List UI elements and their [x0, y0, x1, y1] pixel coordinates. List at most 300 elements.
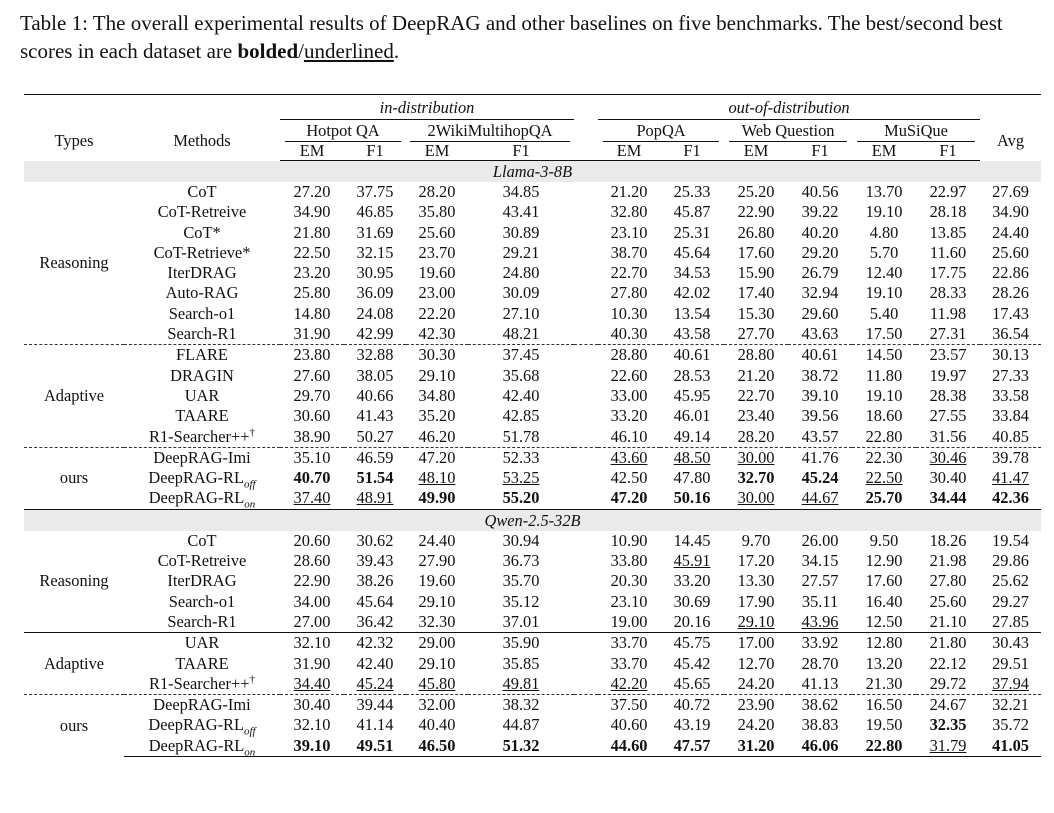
score-cell: 55.20 — [502, 488, 540, 508]
score-cell: 24.40 — [418, 530, 456, 550]
score-cell: 42.02 — [673, 283, 711, 303]
score-cell: 47.20 — [610, 488, 648, 508]
score-cell: 51.32 — [468, 736, 574, 757]
score-cell: 16.40 — [865, 591, 903, 611]
f1-header: F1 — [788, 142, 852, 161]
spacer-cell — [574, 736, 598, 757]
score-cell: 28.18 — [929, 202, 967, 222]
method-cell: DeepRAG-$RL_{off}$ — [148, 715, 256, 738]
spacer-cell — [574, 592, 598, 612]
score-cell: 28.20 — [737, 426, 775, 446]
score-cell: 44.60 — [598, 736, 660, 757]
score-cell: 28.80 — [724, 345, 788, 366]
caption-slash: / — [298, 39, 305, 63]
score-cell: 27.33 — [992, 365, 1029, 385]
score-cell: 53.25 — [502, 468, 540, 488]
score-cell: 28.26 — [992, 283, 1029, 303]
score-cell: 23.80 — [280, 345, 344, 366]
method-cell: CoT* — [183, 222, 221, 242]
em-header: EM — [280, 142, 344, 161]
score-cell: 42.30 — [418, 324, 456, 344]
em-header: EM — [724, 142, 788, 161]
table-row — [24, 386, 1041, 406]
score-cell: 30.43 — [980, 633, 1041, 654]
score-cell: 27.00 — [293, 611, 331, 631]
score-cell: 28.80 — [598, 345, 660, 366]
score-cell: 30.00 — [724, 447, 788, 468]
score-cell: 32.00 — [406, 695, 468, 716]
score-cell: 46.06 — [788, 736, 852, 757]
score-cell: 45.65 — [673, 673, 711, 693]
table-row — [24, 715, 1041, 735]
spacer-cell — [574, 182, 598, 202]
score-cell: 17.00 — [724, 633, 788, 654]
score-cell: 42.40 — [356, 653, 394, 673]
score-cell: 25.70 — [865, 488, 903, 508]
method-cell: DeepRAG-Imi — [124, 447, 280, 468]
score-cell: 30.40 — [929, 468, 967, 488]
score-cell: 25.62 — [992, 571, 1029, 591]
model-name: Llama-3-8B — [24, 161, 1041, 183]
caption-text: Table 1: The overall experimental results of DeepRAG and other baselines on five benchmarks. The best/second best scores in each dataset are — [20, 11, 1003, 63]
score-cell: 39.78 — [980, 447, 1041, 468]
score-cell: 34.00 — [293, 591, 331, 611]
score-cell: 22.50 — [865, 468, 903, 488]
score-cell: 39.56 — [801, 406, 839, 426]
spacer-cell — [574, 571, 598, 591]
score-cell: 37.45 — [468, 345, 574, 366]
dataset-header-2wiki: 2WikiMultihopQA — [406, 121, 574, 142]
score-cell: 41.47 — [992, 468, 1029, 488]
score-cell: 35.70 — [502, 571, 540, 591]
score-cell: 42.20 — [610, 673, 648, 693]
score-cell: 30.62 — [356, 530, 394, 550]
score-cell: 40.72 — [660, 695, 724, 716]
score-cell: 34.53 — [673, 263, 711, 283]
score-cell: 37.40 — [293, 488, 331, 508]
method-cell: UAR — [184, 385, 220, 405]
score-cell: 9.70 — [741, 530, 771, 550]
table-body — [24, 161, 1041, 757]
method-cell: DRAGIN — [170, 365, 234, 385]
score-cell: 32.94 — [801, 283, 839, 303]
dataset-header-webquestion: Web Question — [724, 121, 852, 142]
score-cell: 43.58 — [673, 324, 711, 344]
score-cell: 38.90 — [293, 426, 331, 446]
type-cell: Adaptive — [24, 345, 124, 447]
score-cell: 32.35 — [929, 715, 967, 735]
score-cell: 30.95 — [356, 263, 394, 283]
score-cell: 29.70 — [293, 385, 331, 405]
score-cell: 19.54 — [992, 530, 1029, 550]
score-cell: 22.70 — [737, 385, 775, 405]
score-cell: 10.90 — [610, 530, 648, 550]
caption-period: . — [393, 39, 400, 63]
score-cell: 34.90 — [293, 202, 331, 222]
method-cell: Search-o1 — [168, 591, 236, 611]
score-cell: 38.32 — [468, 695, 574, 716]
score-cell: 32.10 — [280, 633, 344, 654]
score-cell: 38.72 — [801, 365, 839, 385]
score-cell: 13.70 — [865, 182, 903, 201]
spacer-cell — [574, 488, 598, 509]
score-cell: 30.94 — [502, 530, 540, 550]
score-cell: 15.30 — [737, 303, 775, 323]
score-cell: 49.81 — [502, 673, 540, 693]
score-cell: 11.80 — [865, 365, 903, 385]
score-cell: 27.85 — [992, 611, 1029, 631]
score-cell: 43.57 — [801, 426, 839, 446]
score-cell: 38.70 — [610, 242, 648, 262]
score-cell: 39.10 — [801, 385, 839, 405]
method-cell: Auto-RAG — [165, 283, 239, 303]
type-cell: Reasoning — [39, 571, 109, 591]
type-cell: Adaptive — [24, 633, 124, 695]
score-cell: 26.79 — [801, 263, 839, 283]
score-cell: 47.80 — [673, 468, 711, 488]
spacer-cell — [574, 695, 598, 716]
method-cell: R1-Searcher++† — [149, 673, 255, 693]
score-cell: 11.98 — [929, 303, 967, 323]
score-cell: 45.24 — [801, 468, 839, 488]
method-cell: IterDRAG — [167, 571, 237, 591]
score-cell: 34.44 — [929, 488, 967, 508]
score-cell: 48.10 — [418, 468, 456, 488]
score-cell: 27.70 — [737, 324, 775, 344]
score-cell: 35.90 — [468, 633, 574, 654]
score-cell: 29.10 — [418, 365, 456, 385]
score-cell: 22.12 — [929, 653, 967, 673]
score-cell: 33.20 — [673, 571, 711, 591]
score-cell: 27.31 — [929, 324, 967, 344]
spacer-cell — [574, 715, 598, 735]
score-cell: 43.96 — [801, 611, 839, 631]
score-cell: 19.10 — [865, 283, 903, 303]
score-cell: 26.80 — [737, 222, 775, 242]
score-cell: 35.20 — [418, 406, 456, 426]
score-cell: 40.30 — [610, 324, 648, 344]
score-cell: 17.50 — [865, 324, 903, 344]
score-cell: 48.50 — [660, 447, 724, 468]
score-cell: 39.43 — [356, 551, 394, 571]
score-cell: 29.10 — [737, 611, 775, 631]
score-cell: 22.20 — [418, 303, 456, 323]
score-cell: 32.15 — [356, 242, 394, 262]
score-cell: 47.20 — [406, 447, 468, 468]
score-cell: 21.80 — [293, 222, 331, 242]
score-cell: 44.87 — [502, 715, 540, 735]
score-cell: 21.80 — [916, 633, 980, 654]
score-cell: 27.60 — [293, 365, 331, 385]
score-cell: 27.57 — [801, 571, 839, 591]
score-cell: 46.10 — [610, 426, 648, 446]
spacer-cell — [574, 468, 598, 488]
score-cell: 29.20 — [801, 242, 839, 262]
score-cell: 33.80 — [610, 551, 648, 571]
score-cell: 22.70 — [610, 263, 648, 283]
score-cell: 18.26 — [929, 530, 967, 550]
spacer-cell — [574, 243, 598, 263]
score-cell: 23.70 — [418, 242, 456, 262]
table-row — [24, 468, 1041, 488]
score-cell: 19.10 — [865, 385, 903, 405]
score-cell: 22.90 — [293, 571, 331, 591]
score-cell: 27.90 — [418, 551, 456, 571]
spacer-cell — [574, 654, 598, 674]
type-cell: Reasoning — [39, 253, 109, 273]
score-cell: 32.88 — [344, 345, 406, 366]
score-cell: 40.61 — [660, 345, 724, 366]
score-cell: 27.20 — [293, 182, 331, 201]
score-cell: 46.01 — [673, 406, 711, 426]
score-cell: 22.97 — [929, 182, 967, 201]
score-cell: 35.68 — [502, 365, 540, 385]
score-cell: 34.15 — [801, 551, 839, 571]
score-cell: 30.89 — [502, 222, 540, 242]
score-cell: 22.30 — [852, 447, 916, 468]
score-cell: 17.43 — [992, 303, 1029, 323]
score-cell: 39.10 — [280, 736, 344, 757]
score-cell: 33.70 — [610, 653, 648, 673]
score-cell: 46.50 — [406, 736, 468, 757]
method-cell: CoT-Retrieve* — [153, 242, 251, 262]
score-cell: 23.10 — [610, 591, 648, 611]
score-cell: 27.55 — [929, 406, 967, 426]
score-cell: 36.73 — [502, 551, 540, 571]
score-cell: 29.72 — [929, 673, 967, 693]
table-row — [24, 674, 1041, 695]
score-cell: 18.60 — [865, 406, 903, 426]
score-cell: 31.20 — [724, 736, 788, 757]
score-cell: 17.90 — [737, 591, 775, 611]
table-row — [24, 263, 1041, 283]
score-cell: 19.10 — [865, 202, 903, 222]
score-cell: 45.24 — [356, 673, 394, 693]
score-cell: 27.80 — [929, 571, 967, 591]
score-cell: 43.41 — [502, 202, 540, 222]
score-cell: 23.20 — [293, 263, 331, 283]
score-cell: 40.66 — [356, 385, 394, 405]
score-cell: 45.64 — [673, 242, 711, 262]
method-cell: CoT — [187, 182, 217, 201]
score-cell: 22.80 — [852, 736, 916, 757]
score-cell: 12.70 — [737, 653, 775, 673]
table-row — [24, 406, 1041, 426]
score-cell: 37.94 — [992, 673, 1029, 693]
f1-header: F1 — [468, 142, 574, 161]
score-cell: 29.60 — [801, 303, 839, 323]
score-cell: 45.95 — [673, 385, 711, 405]
table-row — [24, 488, 1041, 509]
caption-bold-word: bolded — [237, 39, 299, 63]
table-row — [24, 571, 1041, 591]
table-row — [24, 447, 1041, 468]
score-cell: 42.99 — [356, 324, 394, 344]
method-cell: IterDRAG — [167, 263, 237, 283]
spacer-cell — [574, 366, 598, 386]
score-cell: 31.90 — [293, 653, 331, 673]
table-row — [24, 736, 1041, 757]
score-cell: 31.79 — [916, 736, 980, 757]
score-cell: 37.75 — [356, 182, 394, 201]
score-cell: 34.90 — [992, 202, 1029, 222]
score-cell: 4.80 — [869, 222, 899, 242]
method-cell: UAR — [124, 633, 280, 654]
score-cell: 23.40 — [737, 406, 775, 426]
score-cell: 38.05 — [356, 365, 394, 385]
score-cell: 32.70 — [737, 468, 775, 488]
score-cell: 11.60 — [929, 242, 967, 262]
score-cell: 21.20 — [737, 365, 775, 385]
em-header: EM — [598, 142, 660, 161]
score-cell: 30.30 — [406, 345, 468, 366]
table-row — [24, 324, 1041, 345]
table-row — [24, 427, 1041, 448]
score-cell: 5.40 — [869, 303, 899, 323]
method-cell: DeepRAG-$RL_{on}$ — [148, 488, 256, 511]
score-cell: 33.20 — [610, 406, 648, 426]
score-cell: 35.72 — [992, 715, 1029, 735]
table-row — [24, 551, 1041, 571]
score-cell: 15.90 — [737, 263, 775, 283]
spacer-cell — [574, 304, 598, 324]
f1-header: F1 — [344, 142, 406, 161]
score-cell: 22.60 — [610, 365, 648, 385]
score-cell: 32.10 — [293, 715, 331, 735]
score-cell: 17.20 — [737, 551, 775, 571]
score-cell: 30.09 — [502, 283, 540, 303]
score-cell: 47.57 — [660, 736, 724, 757]
score-cell: 35.11 — [801, 591, 839, 611]
score-cell: 14.45 — [673, 530, 711, 550]
score-cell: 33.84 — [992, 406, 1029, 426]
score-cell: 45.64 — [356, 591, 394, 611]
table-row — [24, 592, 1041, 612]
score-cell: 14.80 — [293, 303, 331, 323]
score-cell: 41.14 — [356, 715, 394, 735]
score-cell: 41.13 — [801, 673, 839, 693]
score-cell: 20.60 — [293, 530, 331, 550]
score-cell: 39.22 — [801, 202, 839, 222]
score-cell: 33.70 — [598, 633, 660, 654]
score-cell: 12.50 — [865, 611, 903, 631]
score-cell: 30.00 — [737, 488, 775, 508]
model-name: Qwen-2.5-32B — [24, 509, 1041, 531]
score-cell: 38.26 — [356, 571, 394, 591]
method-cell: DeepRAG-Imi — [124, 695, 280, 716]
method-cell: FLARE — [124, 345, 280, 366]
score-cell: 34.85 — [502, 182, 540, 201]
spacer-cell — [574, 263, 598, 283]
score-cell: 23.10 — [610, 222, 648, 242]
score-cell: 31.90 — [293, 324, 331, 344]
spacer-cell — [574, 223, 598, 243]
score-cell: 30.69 — [673, 591, 711, 611]
score-cell: 19.97 — [929, 365, 967, 385]
score-cell: 28.70 — [801, 653, 839, 673]
in-distribution-header: in-distribution — [280, 95, 574, 122]
spacer-cell — [574, 674, 598, 695]
table-row — [24, 243, 1041, 263]
score-cell: 40.40 — [418, 715, 456, 735]
score-cell: 40.70 — [293, 468, 331, 488]
score-cell: 27.80 — [610, 283, 648, 303]
score-cell: 41.05 — [980, 736, 1041, 757]
score-cell: 20.16 — [673, 611, 711, 631]
score-cell: 24.08 — [356, 303, 394, 323]
score-cell: 21.10 — [929, 611, 967, 631]
score-cell: 42.32 — [344, 633, 406, 654]
f1-header: F1 — [660, 142, 724, 161]
types-header: Types — [54, 130, 94, 150]
score-cell: 25.20 — [737, 182, 775, 201]
em-header: EM — [852, 142, 916, 161]
score-cell: 23.00 — [418, 283, 456, 303]
score-cell: 34.40 — [293, 673, 331, 693]
score-cell: 34.80 — [418, 385, 456, 405]
score-cell: 23.57 — [916, 345, 980, 366]
spacer-cell — [574, 406, 598, 426]
dataset-header-musique: MuSiQue — [852, 121, 980, 142]
score-cell: 31.56 — [929, 426, 967, 446]
score-cell: 35.85 — [502, 653, 540, 673]
score-cell: 29.10 — [418, 591, 456, 611]
score-cell: 13.20 — [865, 653, 903, 673]
spacer-cell — [574, 386, 598, 406]
spacer-cell — [574, 324, 598, 345]
dataset-header-hotpotqa: Hotpot QA — [280, 121, 406, 142]
score-cell: 28.33 — [929, 283, 967, 303]
table-row — [24, 366, 1041, 386]
score-cell: 25.60 — [929, 591, 967, 611]
model-row — [24, 509, 1041, 531]
table-row — [24, 345, 1041, 366]
avg-header: Avg — [997, 130, 1025, 150]
score-cell: 30.40 — [280, 695, 344, 716]
score-cell: 46.59 — [344, 447, 406, 468]
score-cell: 43.60 — [598, 447, 660, 468]
table-row — [24, 612, 1041, 633]
score-cell: 42.85 — [502, 406, 540, 426]
score-cell: 24.67 — [916, 695, 980, 716]
score-cell: 22.80 — [865, 426, 903, 446]
score-cell: 9.50 — [869, 530, 899, 550]
spacer-cell — [574, 531, 598, 551]
score-cell: 40.56 — [801, 182, 839, 201]
score-cell: 52.33 — [468, 447, 574, 468]
table-row — [24, 531, 1041, 551]
score-cell: 35.80 — [418, 202, 456, 222]
score-cell: 13.54 — [673, 303, 711, 323]
score-cell: 30.13 — [980, 345, 1041, 366]
score-cell: 42.40 — [502, 385, 540, 405]
score-cell: 25.60 — [418, 222, 456, 242]
score-cell: 45.42 — [673, 653, 711, 673]
score-cell: 24.40 — [992, 222, 1029, 242]
score-cell: 22.86 — [992, 263, 1029, 283]
score-cell: 29.51 — [992, 653, 1029, 673]
spacer-cell — [574, 551, 598, 571]
score-cell: 22.90 — [737, 202, 775, 222]
score-cell: 36.42 — [356, 611, 394, 631]
spacer-cell — [574, 427, 598, 448]
method-cell: Search-R1 — [167, 324, 237, 344]
score-cell: 10.30 — [610, 303, 648, 323]
score-cell: 45.80 — [418, 673, 456, 693]
score-cell: 37.50 — [598, 695, 660, 716]
score-cell: 28.20 — [418, 182, 456, 201]
score-cell: 13.85 — [929, 222, 967, 242]
